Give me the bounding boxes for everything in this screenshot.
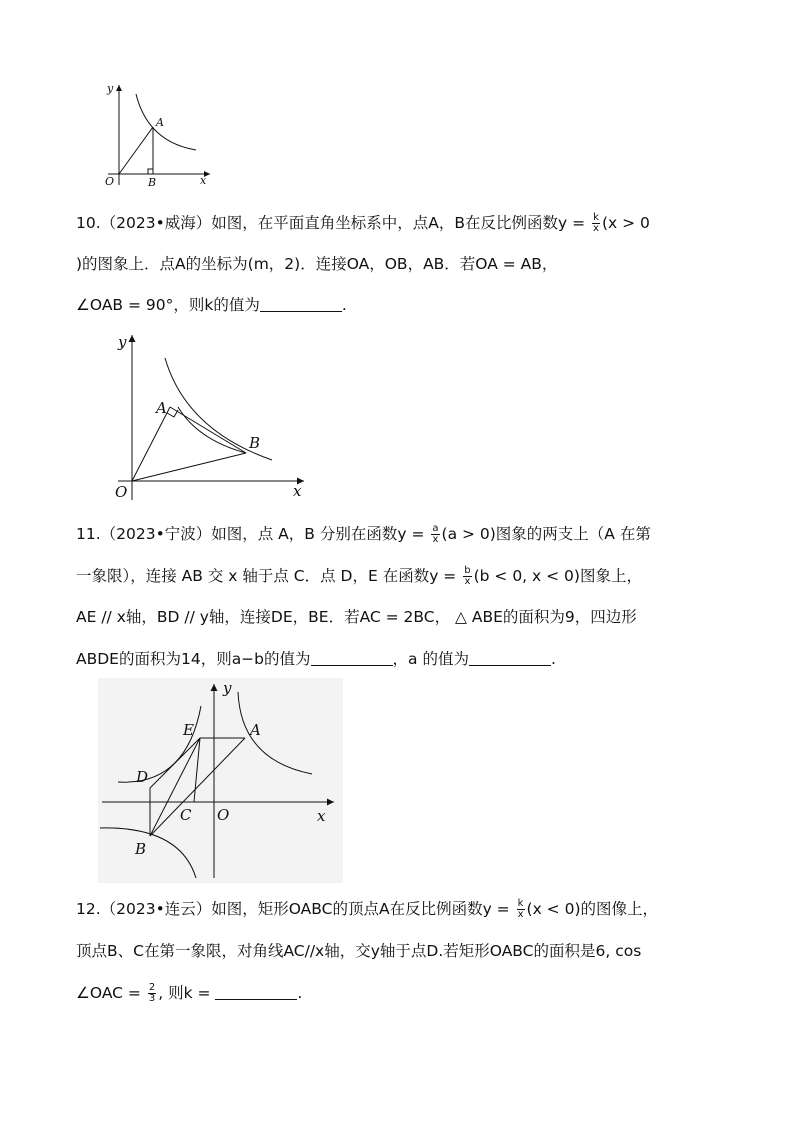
label-O: O bbox=[105, 175, 115, 188]
label-y: y bbox=[107, 82, 114, 95]
label-D: D bbox=[136, 768, 149, 786]
label-A: A bbox=[156, 116, 164, 129]
q10-line-2 bbox=[76, 253, 557, 275]
answer-blank[interactable] bbox=[215, 985, 297, 1000]
label-E: E bbox=[183, 721, 194, 739]
hyperbola-curve bbox=[136, 94, 196, 150]
figure-3 bbox=[98, 678, 343, 883]
frac-denominator: x bbox=[593, 223, 599, 234]
answer-blank-1[interactable] bbox=[311, 651, 393, 666]
q11-source: （2023•宁波） bbox=[100, 525, 212, 543]
q12-number: 12. bbox=[76, 900, 101, 918]
q11-line-2 bbox=[76, 565, 642, 587]
fraction-b-over-x bbox=[463, 566, 471, 587]
frac-numerator: 2 bbox=[148, 982, 156, 993]
q12-line-3 bbox=[76, 982, 302, 1004]
q12-source: （2023•连云） bbox=[100, 900, 212, 918]
q12-text: , 则k = bbox=[158, 984, 211, 1002]
segment-OB bbox=[132, 453, 246, 481]
label-C: C bbox=[180, 806, 192, 824]
q12-text: (x < 0)的图像上， bbox=[526, 900, 659, 918]
q11-text: 如图，点 A，B 分别在函数y = bbox=[211, 525, 425, 543]
label-O: O bbox=[217, 806, 230, 824]
right-angle-mark bbox=[148, 169, 153, 174]
figure-1-diagram bbox=[98, 80, 213, 190]
figure-3-diagram bbox=[98, 678, 343, 883]
q12-text: 如图，矩形OABC的顶点A在反比例函数y = bbox=[211, 900, 510, 918]
segment-OA bbox=[132, 407, 170, 481]
figure-2 bbox=[108, 330, 308, 505]
frac-denominator: x bbox=[517, 909, 524, 920]
q11-text: (b < 0, x < 0)图象上， bbox=[473, 567, 642, 585]
q11-text: . bbox=[550, 650, 556, 668]
fraction-k-over-x bbox=[592, 213, 600, 234]
answer-blank-2[interactable] bbox=[469, 651, 551, 666]
q11-text: (a > 0)图象的两支上（A 在第 bbox=[441, 525, 651, 543]
frac-numerator: b bbox=[464, 565, 471, 576]
label-y: y bbox=[223, 679, 232, 697]
q11-text: ，a 的值为 bbox=[392, 650, 469, 668]
q12-line-1 bbox=[76, 898, 658, 920]
q10-text: . bbox=[341, 296, 347, 314]
q10-line-1 bbox=[76, 212, 650, 234]
fraction-2-over-3 bbox=[148, 983, 156, 1004]
q11-text: 一象限），连接 AB 交 x 轴于点 C．点 D，E 在函数y = bbox=[76, 567, 457, 585]
q10-text: )的图象上．点A的坐标为(m，2)．连接OA，OB，AB．若OA = AB， bbox=[76, 255, 558, 273]
q12-text: . bbox=[297, 984, 303, 1002]
y-arrow bbox=[129, 335, 136, 342]
q11-number: 11. bbox=[76, 525, 101, 543]
q11-line-1 bbox=[76, 523, 651, 545]
figure-1 bbox=[98, 80, 213, 190]
frac-denominator: x bbox=[464, 576, 471, 587]
q10-number: 10. bbox=[76, 214, 101, 232]
q10-line-3 bbox=[76, 294, 347, 316]
q12-line-2 bbox=[76, 940, 641, 962]
figure-2-diagram bbox=[108, 330, 308, 505]
segment-AB bbox=[170, 407, 246, 453]
answer-blank[interactable] bbox=[260, 297, 342, 312]
label-A: A bbox=[250, 721, 261, 739]
q10-text: ∠OAB = 90°，则k的值为 bbox=[76, 296, 260, 314]
segment-OA bbox=[119, 127, 153, 174]
q12-text: 顶点B、C在第一象限，对角线AC//x轴，交y轴于点D.若矩形OABC的面积是6, cos bbox=[76, 942, 642, 960]
frac-numerator: a bbox=[432, 523, 439, 534]
fraction-k-over-x bbox=[517, 899, 525, 920]
label-x: x bbox=[317, 807, 326, 825]
label-O: O bbox=[115, 483, 128, 501]
label-x: x bbox=[200, 174, 207, 187]
q11-line-3 bbox=[76, 606, 637, 628]
frac-numerator: k bbox=[593, 212, 599, 223]
frac-numerator: k bbox=[517, 898, 524, 909]
q11-text: ABDE的面积为14，则a−b的值为 bbox=[76, 650, 311, 668]
q11-text: AE // x轴，BD // y轴，连接DE，BE．若AC = 2BC， △ ABE的面积为9，四边形 bbox=[76, 608, 637, 626]
label-y: y bbox=[118, 333, 127, 351]
curved-arc bbox=[178, 407, 246, 453]
q10-text: (x > 0 bbox=[601, 214, 650, 232]
frac-denominator: x bbox=[432, 534, 439, 545]
fraction-a-over-x bbox=[431, 524, 439, 545]
q12-text: ∠OAC = bbox=[76, 984, 141, 1002]
label-B: B bbox=[148, 176, 157, 189]
q10-source: （2023•威海） bbox=[100, 214, 212, 232]
label-x: x bbox=[293, 482, 302, 500]
frac-denominator: 3 bbox=[148, 993, 156, 1004]
q10-text: 如图，在平面直角坐标系中，点A，B在反比例函数y = bbox=[211, 214, 586, 232]
label-A: A bbox=[156, 399, 167, 417]
label-B: B bbox=[135, 840, 147, 858]
q11-line-4 bbox=[76, 648, 556, 670]
y-arrow bbox=[116, 85, 122, 91]
label-B: B bbox=[249, 434, 261, 452]
